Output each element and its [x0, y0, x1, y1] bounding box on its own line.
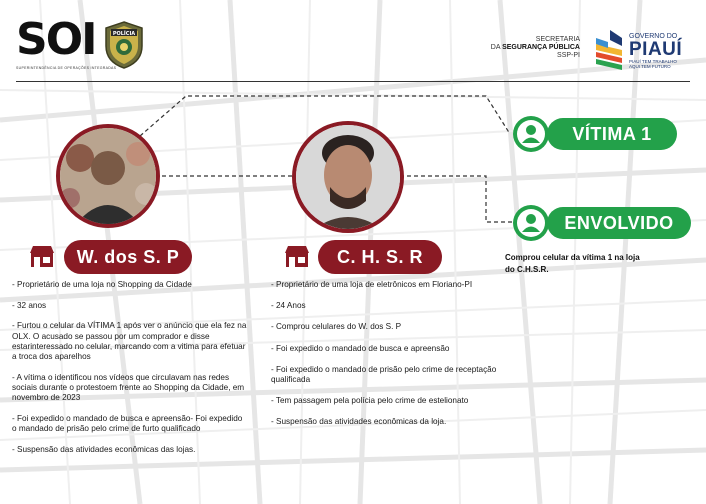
- detail-item: - 32 anos: [12, 300, 47, 310]
- person1-photo: [56, 124, 160, 228]
- person2-photo: [292, 121, 404, 233]
- gov-slogan1: PIAUÍ TEM TRABALHO: [629, 59, 677, 64]
- detail-item: - Foi expedido o mandado de busca e apreensão- Foi expedido o mandado de prisão pelo crime de furto qualificado: [12, 413, 243, 434]
- person1-name-pill: W. dos S. P: [64, 240, 192, 274]
- shop-icon: [30, 244, 54, 268]
- person2-name-pill: C. H. S. R: [318, 240, 442, 274]
- detail-item: - Proprietário de uma loja de eletrônicos em Floriano-PI: [271, 280, 473, 289]
- soi-logo: SOI: [16, 14, 96, 65]
- detail-item: - Proprietário de uma loja no Shopping da Cidade: [12, 280, 192, 289]
- badge-label: POLÍCIA: [112, 31, 136, 37]
- user-icon: [513, 116, 549, 152]
- user-icon: [513, 205, 549, 241]
- secretaria-line3: SSP-PI: [557, 52, 580, 59]
- involved-note-line1: Comprou celular da vítima 1 na loja: [505, 253, 640, 262]
- detail-item: - A vítima o identificou nos vídeos que circulavam nas redes sociais durante o protestoem frente ao Shopping da Cidade, em novembro de 2023: [12, 372, 245, 403]
- detail-item: - Suspensão das atividades econômicas da loja.: [271, 417, 447, 427]
- detail-item: - Suspensão das atividades econômicas das lojas.: [12, 444, 196, 454]
- gov-line1: GOVERNO DO: [629, 33, 678, 40]
- detail-item: - 24 Anos: [271, 301, 306, 311]
- detail-item: - Tem passagem pela polícia pelo crime de estelionato: [271, 396, 469, 406]
- secretaria-line2: DA SEGURANÇA PÚBLICA: [490, 44, 580, 51]
- involved-note: [505, 252, 695, 276]
- victim-label-pill: VÍTIMA 1: [547, 118, 677, 150]
- shop-icon: [285, 244, 309, 268]
- soi-logo-subtitle: SUPERINTENDÊNCIA DE OPERAÇÕES INTEGRADAS: [16, 66, 117, 70]
- detail-item: - Comprou celulares do W. dos S. P: [271, 322, 402, 332]
- person2-avatar-icon: [296, 125, 400, 229]
- detail-item: - Foi expedido o mandado de busca e apreensão: [271, 343, 450, 353]
- involved-note-line2: do C.H.S.R.: [505, 265, 549, 274]
- victim-avatar: [513, 116, 549, 152]
- involved-label-pill: ENVOLVIDO: [547, 207, 691, 239]
- detail-item: - Foi expedido o mandado de prisão pelo crime de receptação qualificada: [271, 364, 497, 385]
- involved-avatar: [513, 205, 549, 241]
- person2-details: [271, 280, 501, 439]
- gov-slogan2: AQUI TEM FUTURO: [629, 64, 671, 69]
- gov-piaui: PIAUÍ: [629, 39, 683, 60]
- secretaria-line1: SECRETARIA: [535, 36, 580, 43]
- person1-avatar-icon: [60, 128, 156, 224]
- detail-item: - Furtou o celular da VÍTIMA 1 após ver o anúncio que ela fez na OLX. O acusado se passou por um comprador e disse estarinteressado no celular, marcando com a vitima para efetuar a troca dos aparelhos: [12, 321, 247, 362]
- person1-details: [12, 280, 248, 465]
